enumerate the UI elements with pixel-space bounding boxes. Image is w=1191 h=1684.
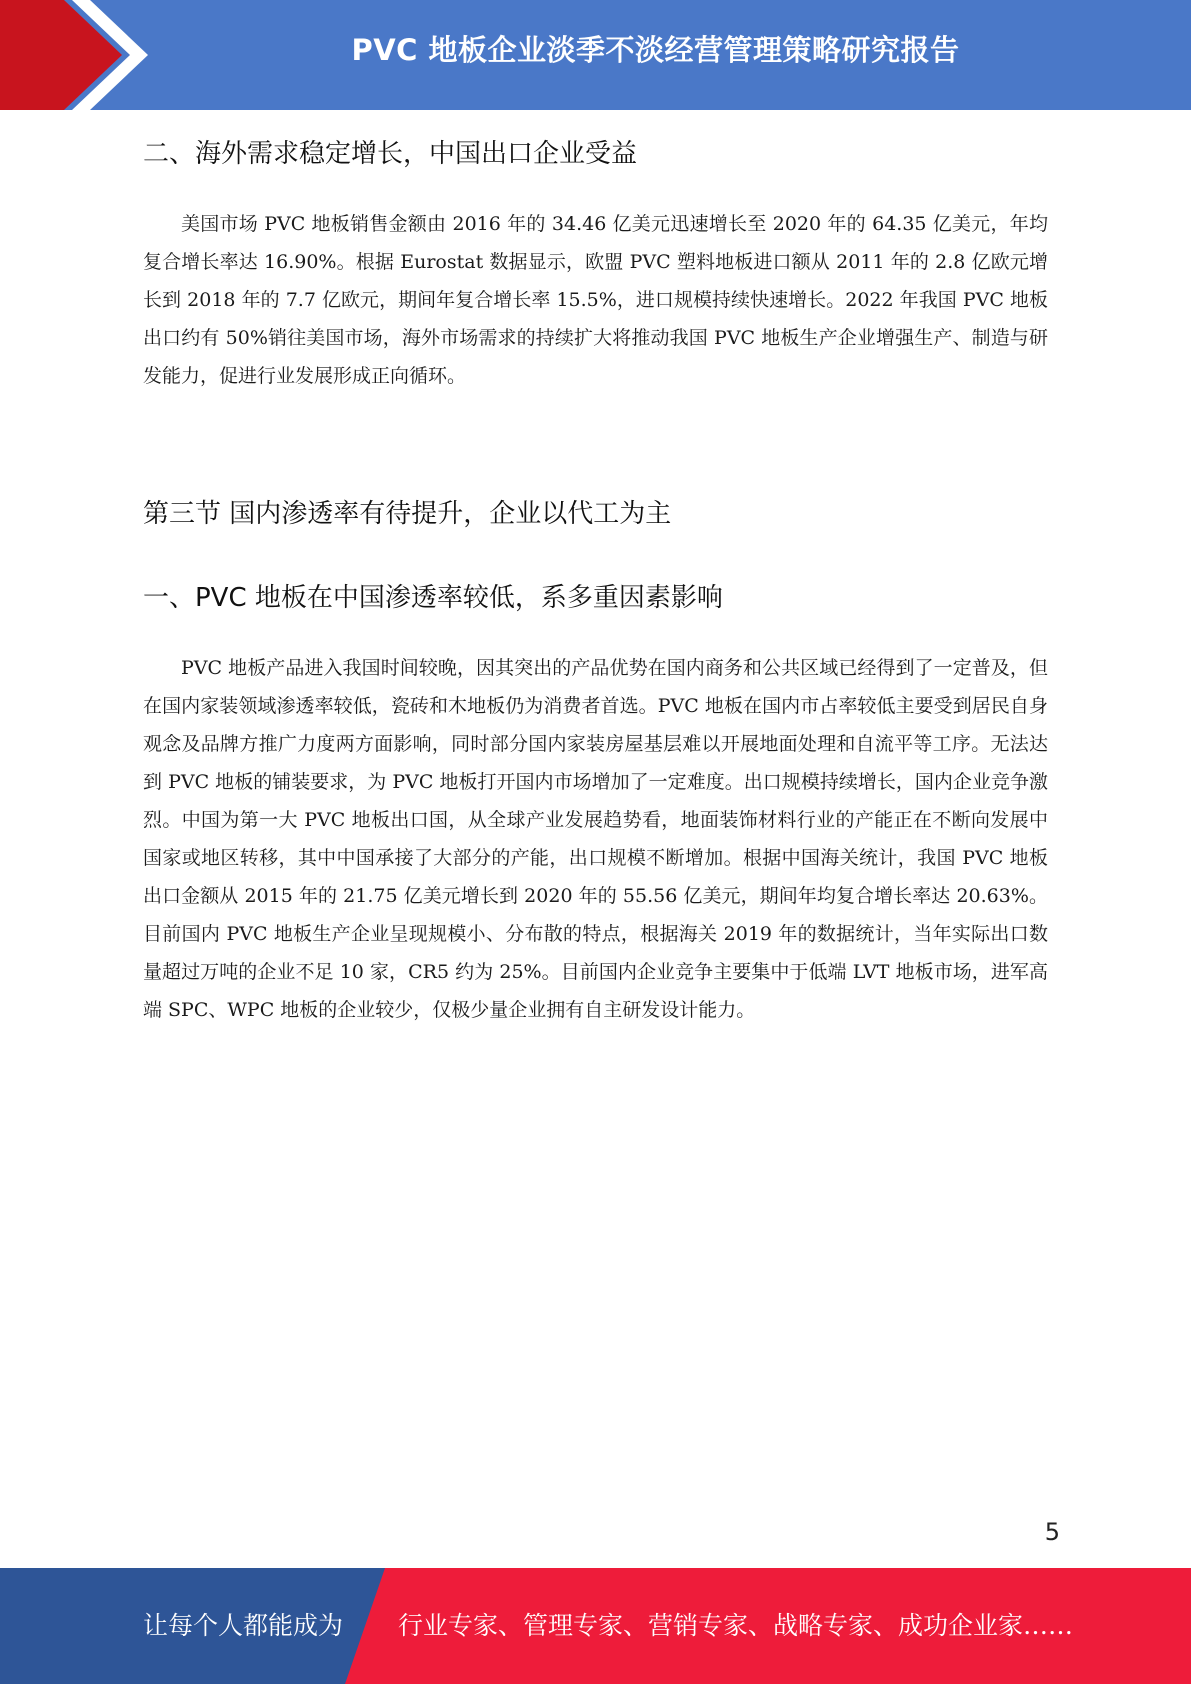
- page-header: [0, 0, 1191, 110]
- section-heading-low-penetration: 一、PVC 地板在中国渗透率较低，系多重因素影响: [143, 583, 723, 613]
- section-heading-overseas-demand: 二、海外需求稳定增长，中国出口企业受益: [143, 139, 638, 169]
- report-title: PVC 地板企业淡季不淡经营管理策略研究报告: [351, 33, 960, 67]
- page-footer: [0, 1568, 1191, 1684]
- footer-slogan-left: 让每个人都能成为: [143, 1611, 344, 1640]
- red-chevron-arrow-icon: [0, 0, 160, 110]
- page-number: 5: [1044, 1518, 1060, 1546]
- paragraph-overseas-demand: 美国市场 PVC 地板销售金额由 2016 年的 34.46 亿美元迅速增长至 2020 年的 64.35 亿美元，年均复合增长率达 16.90%。根据 Eurostat 数据显示，欧盟 PVC 塑料地板进口额从 2011 年的 2.8 亿欧元增长到 2018 年的 7.7 亿欧元，期间年复合增长率 15.5%，进口规模持续快速增长。2022 年我国 PVC 地板出口约有 50%销往美国市场，海外市场需求的持续扩大将推动我国 PVC 地板生产企业增强生产、制造与研发能力，促进行业发展形成正向循环。: [143, 213, 1048, 387]
- footer-slogan-right: 行业专家、管理专家、营销专家、战略专家、成功企业家……: [398, 1611, 1074, 1640]
- section-heading-chapter-3: 第三节 国内渗透率有待提升，企业以代工为主: [143, 499, 672, 529]
- paragraph-low-penetration: PVC 地板产品进入我国时间较晚，因其突出的产品优势在国内商务和公共区域已经得到了一定普及，但在国内家装领域渗透率较低，瓷砖和木地板仍为消费者首选。PVC 地板在国内市占率较低主要受到居民自身观念及品牌方推广力度两方面影响，同时部分国内家装房屋基层难以开展地面处理和自流平等工序。无法达到 PVC 地板的铺装要求，为 PVC 地板打开国内市场增加了一定难度。出口规模持续增长，国内企业竞争激烈。中国为第一大 PVC 地板出口国，从全球产业发展趋势看，地面装饰材料行业的产能正在不断向发展中国家或地区转移，其中中国承接了大部分的产能，出口规模不断增加。根据中国海关统计，我国 PVC 地板出口金额从 2015 年的 21.75 亿美元增长到 2020 年的 55.56 亿美元，期间年均复合增长率达 20.63%。目前国内 PVC 地板生产企业呈现规模小、分布散的特点，根据海关 2019 年的数据统计，当年实际出口数量超过万吨的企业不足 10 家，CR5 约为 25%。目前国内企业竞争主要集中于低端 LVT 地板市场，进军高端 SPC、WPC 地板的企业较少，仅极少量企业拥有自主研发设计能力。: [143, 657, 1048, 1021]
